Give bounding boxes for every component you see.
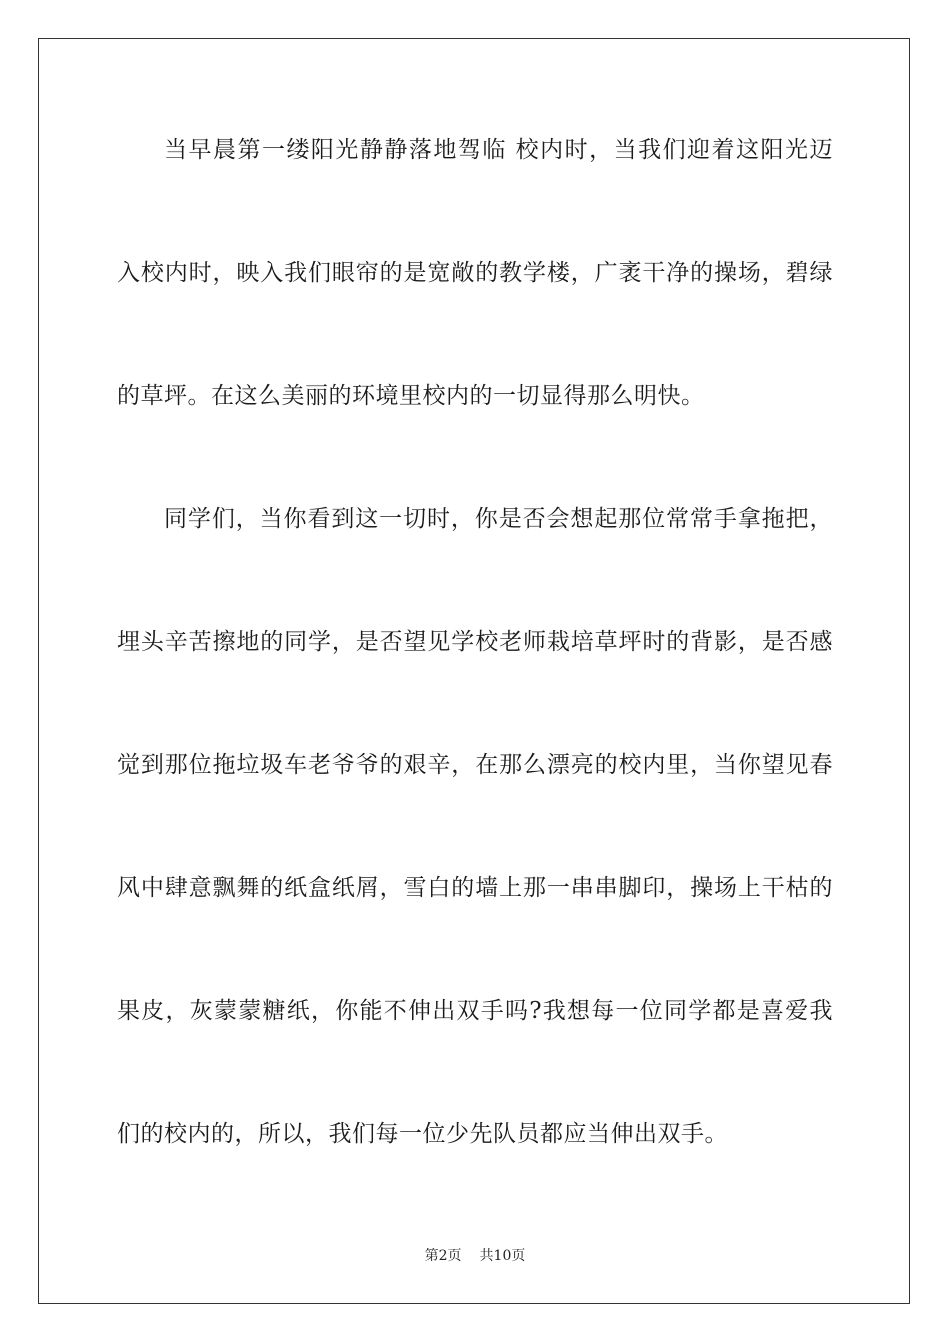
paragraph-2-line-4: 风中肆意飘舞的纸盒纸屑，雪白的墙上那一串串脚印，操场上干枯的 xyxy=(117,875,833,901)
paragraph-2-line-1: 同学们，当你看到这一切时，你是否会想起那位常常手拿拖把， xyxy=(164,506,833,532)
paragraph-2-line-3: 觉到那位拖垃圾车老爷爷的艰辛，在那么漂亮的校内里，当你望见春 xyxy=(117,752,833,778)
paragraph-1-line-3: 的草坪。在这么美丽的环境里校内的一切显得那么明快。 xyxy=(117,383,705,409)
paragraph-1-line-1: 当早晨第一缕阳光静静落地驾临 校内时，当我们迎着这阳光迈 xyxy=(164,137,833,163)
paragraph-1-line-2: 入校内时，映入我们眼帘的是宽敞的教学楼，广袤干净的操场，碧绿 xyxy=(117,260,833,286)
paragraph-2-line-6: 们的校内的，所以，我们每一位少先队员都应当伸出双手。 xyxy=(117,1121,728,1147)
paragraph-2-line-2: 埋头辛苦擦地的同学，是否望见学校老师栽培草坪时的背影，是否感 xyxy=(117,629,833,655)
page-number: 第2页 xyxy=(424,1248,462,1264)
paragraph-2-line-5: 果皮，灰蒙蒙糖纸，你能不伸出双手吗?我想每一位同学都是喜爱我 xyxy=(117,998,833,1024)
page-footer xyxy=(0,1246,950,1266)
page-total: 共10页 xyxy=(479,1248,526,1264)
page-border xyxy=(38,38,910,1304)
